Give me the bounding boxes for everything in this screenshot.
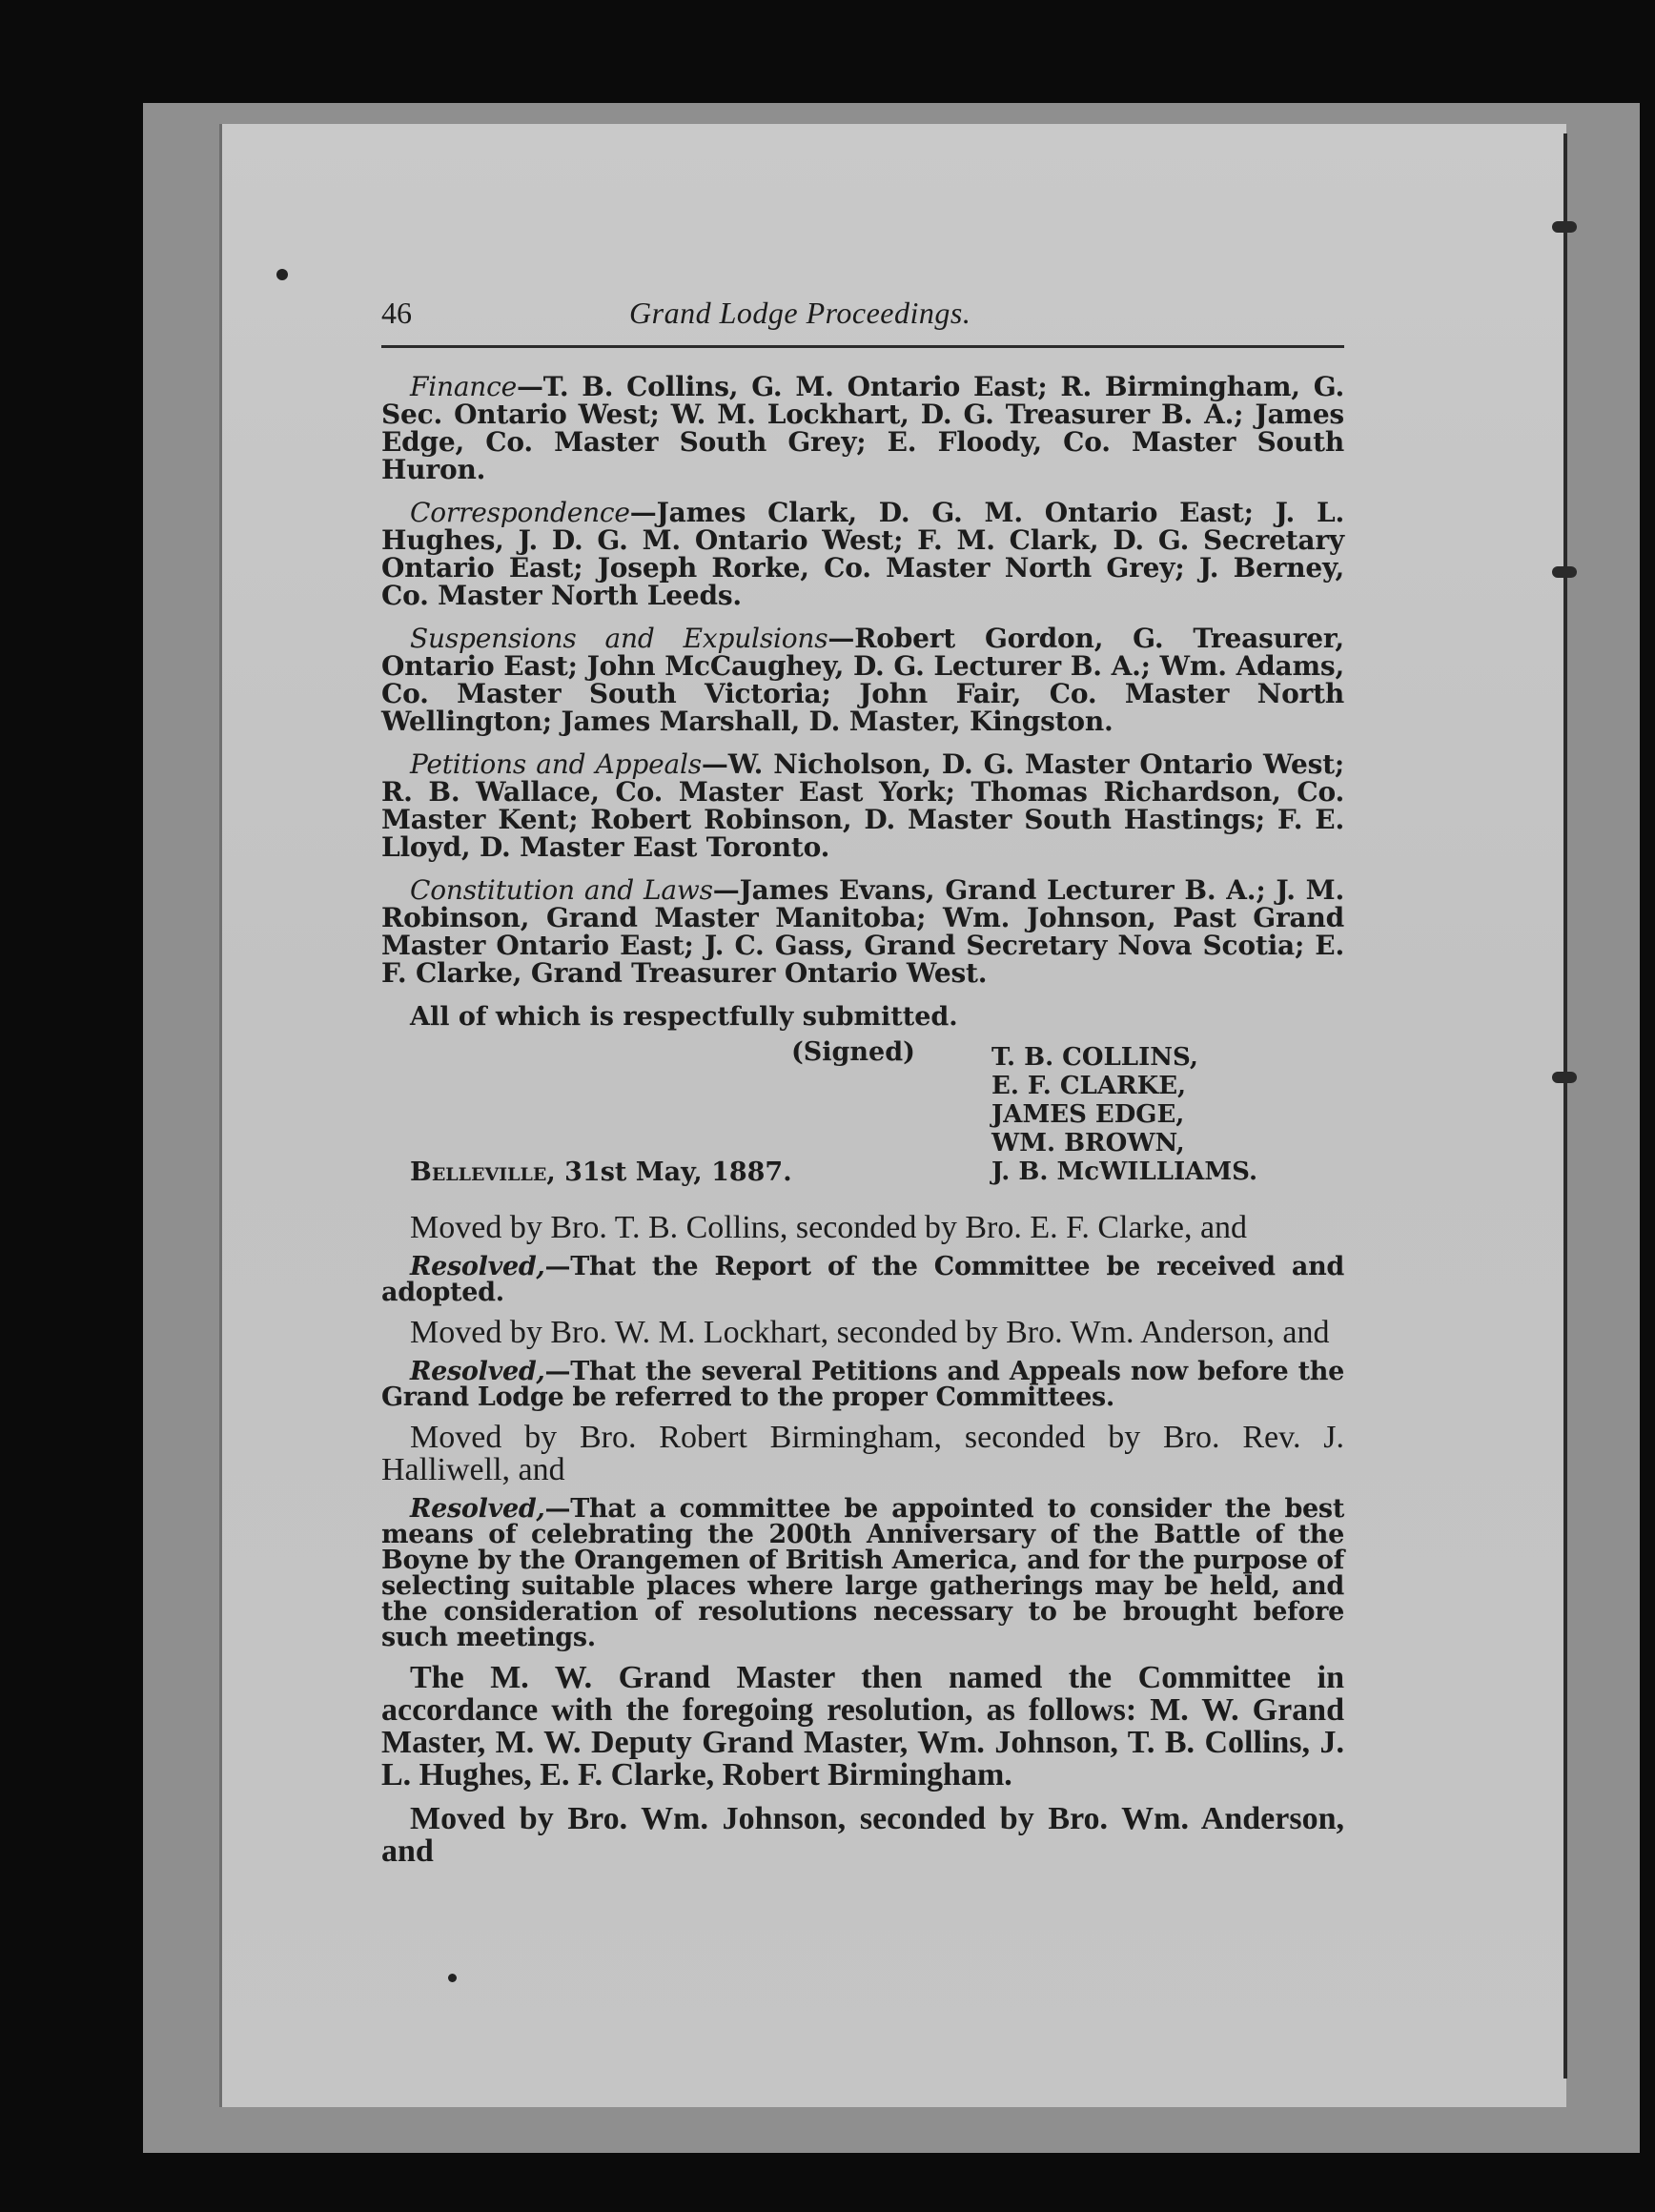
committee-category: Petitions and Appeals xyxy=(410,748,702,780)
motion-resolved xyxy=(381,1359,1344,1410)
committee-paragraph xyxy=(381,499,1344,609)
resolved-lead: Resolved, xyxy=(410,1494,545,1524)
page-content xyxy=(381,296,1344,1879)
committee-members: —James Clark, D. G. M. Ontario East; J. L. Hughes, J. D. G. M. Ontario West; F. M. Clark, D. G. Secretary Ontario East; Joseph Rorke, Co. Master North Grey; J. Berney, Co. Master North Leeds. xyxy=(381,497,1344,611)
signatory-name: J. B. McWILLIAMS. xyxy=(991,1157,1258,1186)
resolved-text: —That the Report of the Committee be received and adopted. xyxy=(381,1252,1344,1307)
signed-label: (Signed) xyxy=(791,1037,915,1067)
committee-category: Constitution and Laws xyxy=(410,874,713,906)
resolved-lead: Resolved, xyxy=(410,1357,545,1386)
signatory-name: JAMES EDGE, xyxy=(991,1100,1185,1129)
committee-category: Correspondence xyxy=(410,497,630,528)
signatory-name: T. B. COLLINS, xyxy=(991,1043,1198,1072)
committee-paragraph xyxy=(381,750,1344,861)
signature-block xyxy=(381,1037,1344,1190)
resolved-text: —That the several Petitions and Appeals now before the Grand Lodge be referred to the proper Committees. xyxy=(381,1357,1344,1412)
running-title: Grand Lodge Proceedings. xyxy=(629,296,971,330)
binding-mark xyxy=(1552,566,1577,578)
place-name: Belleville, xyxy=(410,1157,556,1187)
binding-mark xyxy=(1552,1072,1577,1083)
committee-members: —James Evans, Grand Lecturer B. A.; J. M. Robinson, Grand Master Manitoba; Wm. Johnson, Past Grand Master Ontario East; J. C. Gass, Grand Secretary Nova Scotia; E. F. Clarke, Grand Treasurer Ontario West. xyxy=(381,874,1344,989)
committee-category: Finance xyxy=(410,371,517,402)
committee-paragraph xyxy=(381,876,1344,987)
committee-members: —T. B. Collins, G. M. Ontario East; R. Birmingham, G. Sec. Ontario West; W. M. Lockhart, D. G. Treasurer B. A.; James Edge, Co. Master South Grey; E. Floody, Co. Master South Huron. xyxy=(381,371,1344,485)
motion-moved: Moved by Bro. Robert Birmingham, seconded by Bro. Rev. J. Halliwell, and xyxy=(381,1420,1344,1487)
ink-speck xyxy=(276,269,288,280)
committee-members: —W. Nicholson, D. G. Master Ontario West; R. B. Wallace, Co. Master East York; Thomas Richardson, Co. Master Kent; Robert Robinson, D. Master South Hastings; F. E. Lloyd, D. Master East Toronto. xyxy=(381,748,1345,863)
committee-named-paragraph: The M. W. Grand Master then named the Committee in accordance with the foregoing resolution, as follows: M. W. Grand Master, M. W. Deputy Grand Master, Wm. Johnson, T. B. Collins, J. L. Hughes, E. F. Clarke, Robert Birmingham. xyxy=(381,1660,1344,1792)
motion-resolved xyxy=(381,1496,1344,1650)
committee-members: —Robert Gordon, G. Treasurer, Ontario East; John McCaughey, D. G. Lecturer B. A.; Wm. Adams, Co. Master South Victoria; John Fair, Co. Master North Wellington; James Marshall, D. Master, Kingston. xyxy=(381,623,1344,737)
submitted-line: All of which is respectfully submitted. xyxy=(410,1002,958,1032)
binding-mark xyxy=(1552,221,1577,233)
motion-resolved xyxy=(381,1254,1344,1305)
committee-category: Suspensions and Expulsions xyxy=(410,623,828,654)
resolved-lead: Resolved, xyxy=(410,1252,545,1281)
committee-paragraph xyxy=(381,625,1344,735)
ink-speck xyxy=(448,1974,457,1982)
report-date: 31st May, 1887. xyxy=(564,1157,792,1187)
page-header xyxy=(381,296,1344,348)
page-number: 46 xyxy=(381,296,412,330)
signatory-name: WM. BROWN, xyxy=(991,1129,1185,1157)
signatory-list xyxy=(991,1043,1257,1186)
committee-paragraph xyxy=(381,373,1344,483)
motion-moved: Moved by Bro. W. M. Lockhart, seconded by Bro. Wm. Anderson, and xyxy=(410,1315,1330,1350)
resolved-text: —That a committee be appointed to consider the best means of celebrating the 200th Anniversary of the Battle of the Boyne by the Orangemen of British America, and for the purpose of selecting suitable places where large gatherings may be held, and the consideration of resolutions necessary to be brought before such meetings. xyxy=(381,1494,1344,1652)
final-motion: Moved by Bro. Wm. Johnson, seconded by Bro. Wm. Anderson, and xyxy=(381,1801,1344,1869)
binding-gutter-line xyxy=(1563,133,1567,2079)
motion-moved: Moved by Bro. T. B. Collins, seconded by Bro. E. F. Clarke, and xyxy=(410,1210,1248,1245)
signatory-name: E. F. CLARKE, xyxy=(991,1072,1187,1100)
